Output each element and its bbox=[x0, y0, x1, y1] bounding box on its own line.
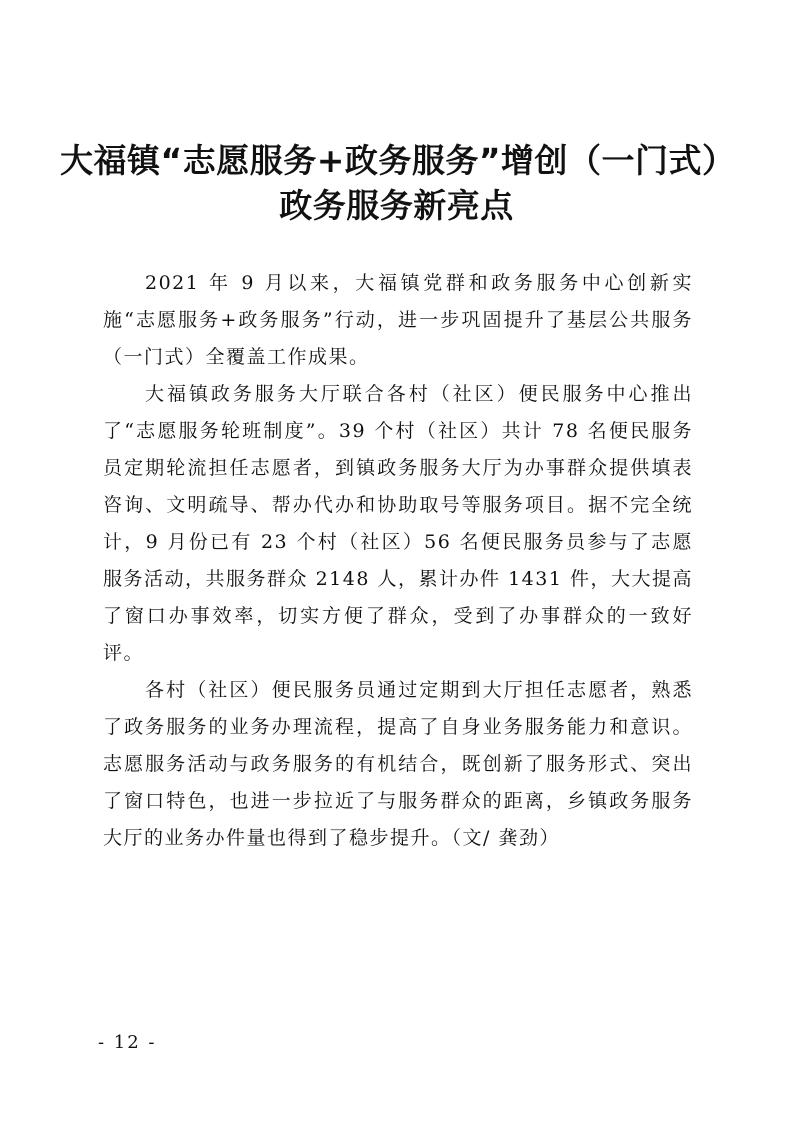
article-title-line-1: 大福镇“志愿服务+政务服务”增创（一门式） bbox=[60, 141, 736, 180]
article-title-line-2: 政务服务新亮点 bbox=[279, 186, 514, 225]
paragraph-3: 各村（社区）便民服务员通过定期到大厅担任志愿者，熟悉了政务服务的业务办理流程，提高了自身业务服务能力和意识。志愿服务活动与政务服务的有机结合，既创新了服务形式、突出了窗口特色，也进一步拉近了与服务群众的距离，乡镇政务服务大厅的业务办件量也得到了稳步提升。（文/ 龚劲） bbox=[103, 679, 693, 849]
paragraph-2: 大福镇政务服务大厅联合各村（社区）便民服务中心推出了“志愿服务轮班制度”。39 个村（社区）共计 78 名便民服务员定期轮流担任志愿者，到镇政务服务大厅为办事群众提供填表咨询、文明疏导、帮办代办和协助取号等服务项目。据不完全统计，9 月份已有 23 个村（社区）56 名便民服务员参与了志愿服务活动，共服务群众 2148 人，累计办件 1431 件，大大提高了窗口办事效率，切实方便了群众，受到了办事群众的一致好评。 bbox=[103, 383, 693, 664]
page-number: - 12 - bbox=[98, 1032, 157, 1053]
article-body bbox=[103, 265, 693, 857]
paragraph-1: 2021 年 9 月以来，大福镇党群和政务服务中心创新实施“志愿服务+政务服务”行动，进一步巩固提升了基层公共服务（一门式）全覆盖工作成果。 bbox=[103, 272, 693, 368]
